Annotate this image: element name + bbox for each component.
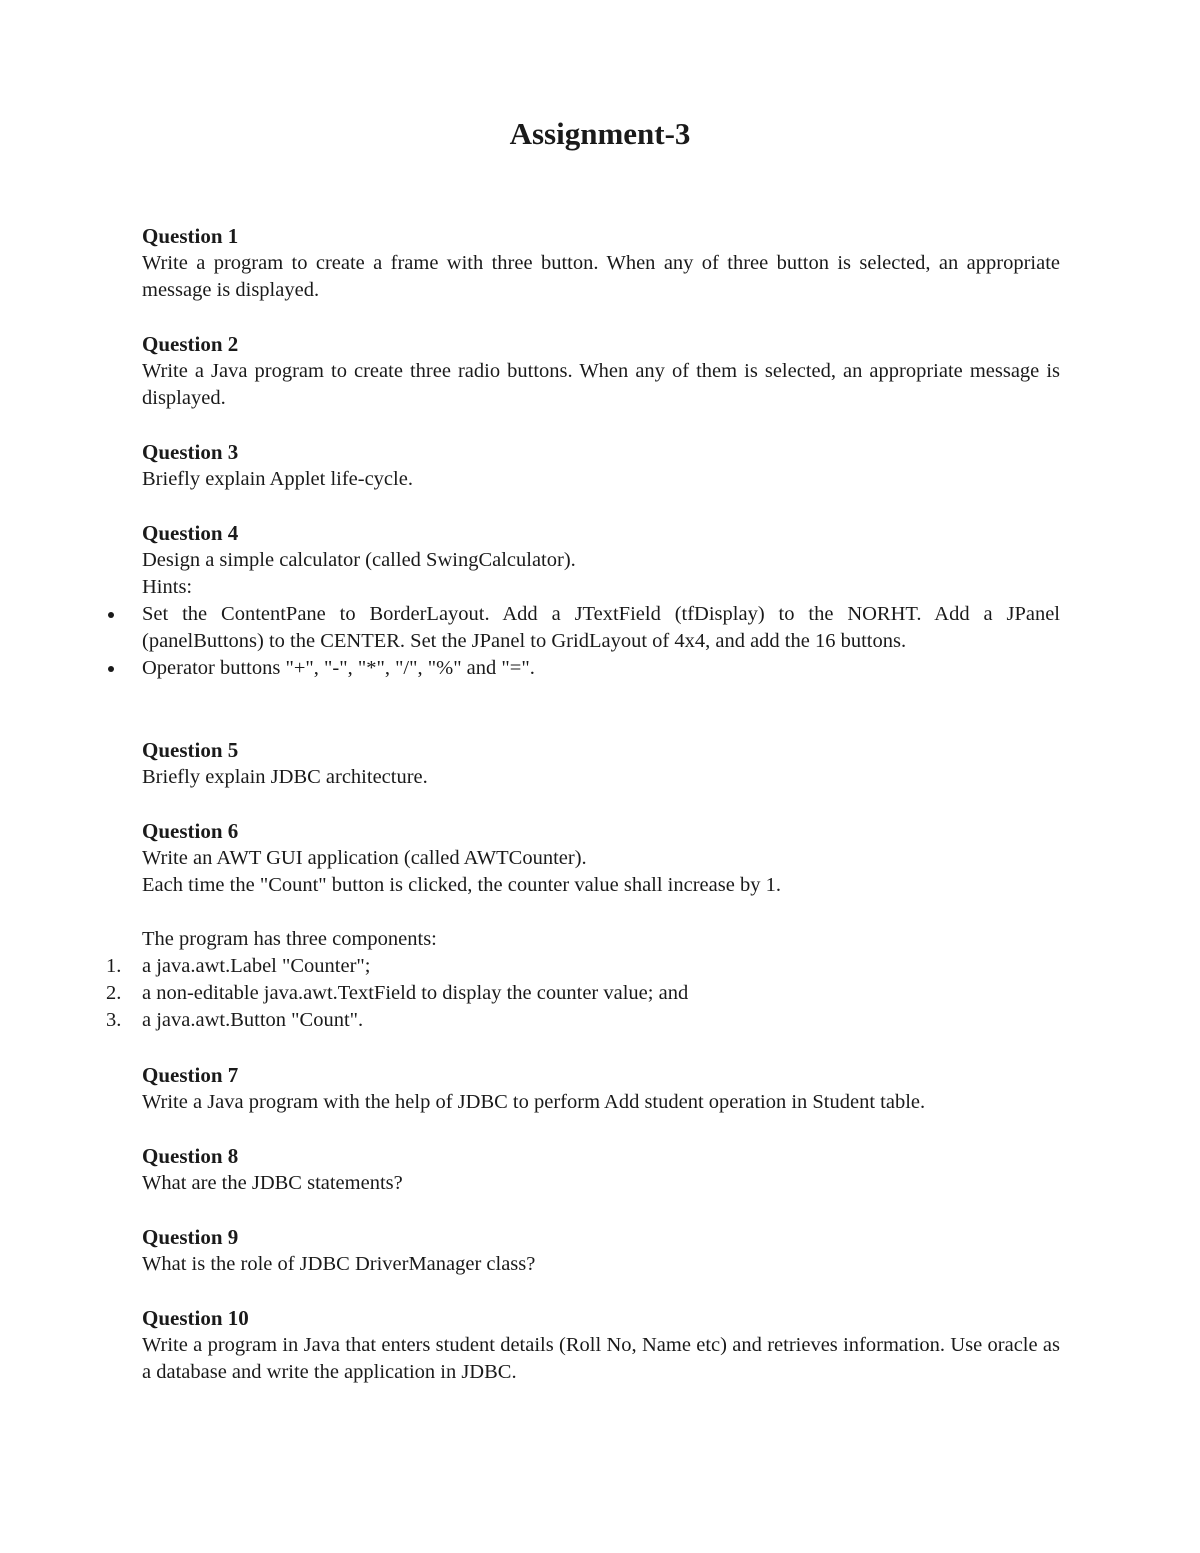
component-text: a non-editable java.awt.TextField to display the counter value; and bbox=[142, 982, 689, 1004]
question-4-text: Design a simple calculator (called SwingCalculator). bbox=[142, 549, 576, 571]
list-number: 2. bbox=[106, 982, 122, 1004]
question-5-heading: Question 5 bbox=[142, 738, 239, 762]
question-9-heading: Question 9 bbox=[142, 1225, 239, 1249]
list-number: 3. bbox=[106, 1009, 122, 1031]
question-8-text: What are the JDBC statements? bbox=[142, 1172, 403, 1194]
question-3-heading: Question 3 bbox=[142, 440, 239, 464]
list-item bbox=[142, 601, 1060, 655]
list-item bbox=[106, 1007, 1060, 1034]
document-title: Assignment-3 bbox=[509, 116, 691, 151]
question-5-text: Briefly explain JDBC architecture. bbox=[142, 766, 428, 788]
hint-text: Operator buttons "+", "-", "*", "/", "%" and "=". bbox=[142, 657, 535, 679]
question-10-text: Write a program in Java that enters student details (Roll No, Name etc) and retrieves information. Use oracle as a database and write the application in JDBC. bbox=[142, 1334, 1060, 1383]
question-4-heading: Question 4 bbox=[142, 521, 239, 545]
question-2 bbox=[142, 331, 1060, 412]
question-8-heading: Question 8 bbox=[142, 1144, 239, 1168]
question-7-text: Write a Java program with the help of JDBC to perform Add student operation in Student table. bbox=[142, 1091, 926, 1113]
list-item bbox=[106, 953, 1060, 980]
question-1-text: Write a program to create a frame with three button. When any of three button is selected, an appropriate message is displayed. bbox=[142, 252, 1060, 301]
question-6-components-list bbox=[106, 953, 1060, 1034]
question-7 bbox=[142, 1062, 1060, 1116]
question-6-intro: The program has three components: bbox=[142, 928, 437, 950]
question-10 bbox=[142, 1305, 1060, 1386]
question-4-hints-list bbox=[142, 601, 1060, 682]
question-4 bbox=[142, 520, 1060, 682]
question-6-text-2: Each time the "Count" button is clicked, the counter value shall increase by 1. bbox=[142, 874, 781, 896]
question-6 bbox=[106, 818, 1060, 1034]
list-item bbox=[142, 655, 1060, 682]
component-text: a java.awt.Label "Counter"; bbox=[142, 955, 371, 977]
question-6-heading: Question 6 bbox=[142, 819, 239, 843]
question-8 bbox=[142, 1143, 1060, 1197]
hint-text: Set the ContentPane to BorderLayout. Add a JTextField (tfDisplay) to the NORHT. Add a JPanel (panelButtons) to the CENTER. Set the JPanel to GridLayout of 4x4, and add the 16 buttons. bbox=[142, 603, 1060, 652]
component-text: a java.awt.Button "Count". bbox=[142, 1009, 364, 1031]
question-10-heading: Question 10 bbox=[142, 1306, 249, 1330]
question-3 bbox=[142, 439, 1060, 493]
question-9 bbox=[142, 1224, 1060, 1278]
question-4-hints-label: Hints: bbox=[142, 576, 193, 598]
spacer bbox=[142, 899, 1060, 926]
question-1-heading: Question 1 bbox=[142, 224, 239, 248]
question-1 bbox=[142, 223, 1060, 304]
question-7-heading: Question 7 bbox=[142, 1063, 239, 1087]
question-2-heading: Question 2 bbox=[142, 332, 239, 356]
question-9-text: What is the role of JDBC DriverManager class? bbox=[142, 1253, 536, 1275]
question-5 bbox=[142, 737, 1060, 791]
question-6-text: Write an AWT GUI application (called AWTCounter). bbox=[142, 847, 587, 869]
question-2-text: Write a Java program to create three radio buttons. When any of them is selected, an appropriate message is displayed. bbox=[142, 360, 1060, 409]
question-3-text: Briefly explain Applet life-cycle. bbox=[142, 468, 413, 490]
list-item bbox=[106, 980, 1060, 1007]
list-number: 1. bbox=[106, 955, 122, 977]
